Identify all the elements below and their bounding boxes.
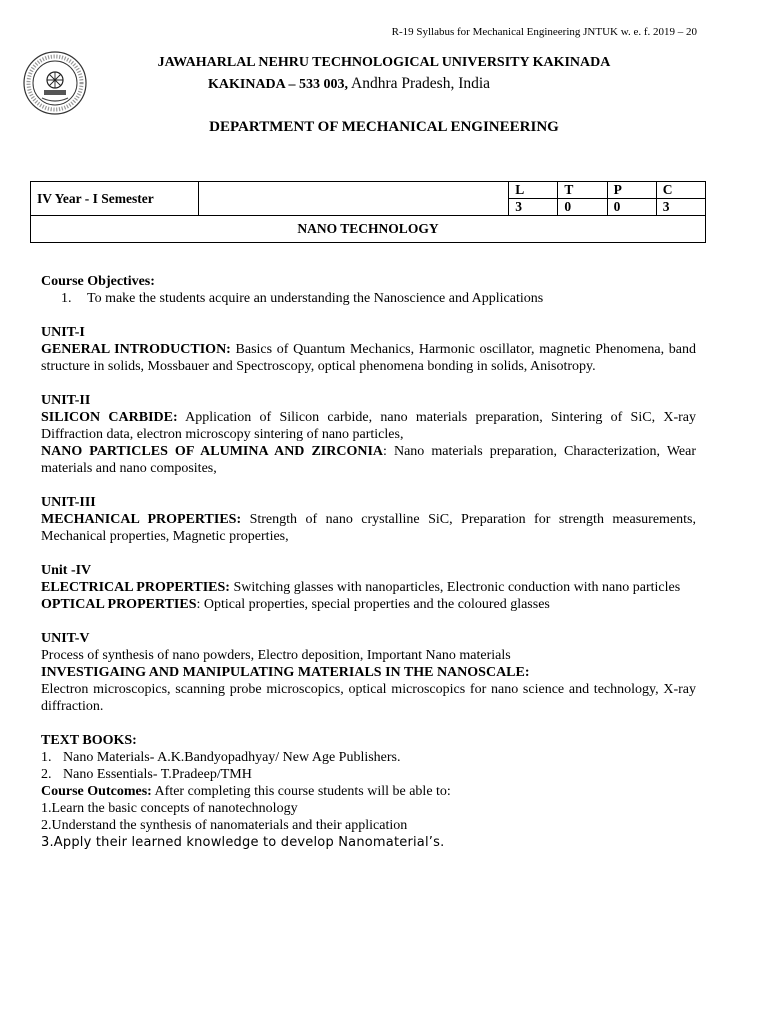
value-c: 3 bbox=[656, 199, 705, 216]
unit3-heading: UNIT-III bbox=[41, 495, 96, 510]
value-t: 0 bbox=[558, 199, 607, 216]
blank-cell bbox=[198, 182, 508, 216]
header-note: R-19 Syllabus for Mechanical Engineering JNTUK w. e. f. 2019 – 20 bbox=[391, 26, 697, 38]
header-p: P bbox=[607, 182, 656, 199]
outcomes-intro: Course Outcomes: After completing this course students will be able to: bbox=[41, 784, 451, 799]
university-name: JAWAHARLAL NEHRU TECHNOLOGICAL UNIVERSITY KAKINADA bbox=[157, 55, 611, 70]
unit5-topic-2: Electron microscopics, scanning probe microscopics, optical microscopics for nano science and technology, X-ray diffraction. bbox=[41, 682, 696, 714]
textbook-item: 2. Nano Essentials- T.Pradeep/TMH bbox=[41, 767, 252, 782]
unit5-topic-1: Process of synthesis of nano powders, Electro deposition, Important Nano materials bbox=[41, 648, 511, 663]
unit2-topic-1: SILICON CARBIDE: Application of Silicon carbide, nano materials preparation, Sintering of SiC, X-ray Diffraction data, electron microscopy sintering of nano particles, bbox=[41, 410, 696, 442]
value-p: 0 bbox=[607, 199, 656, 216]
outcome-item: 3.Apply their learned knowledge to develop Nanomaterial’s. bbox=[41, 835, 445, 850]
course-table bbox=[30, 181, 706, 243]
semester-cell: IV Year - I Semester bbox=[31, 182, 199, 216]
unit5-heading: UNIT-V bbox=[41, 631, 90, 646]
objective-item: 1. To make the students acquire an understanding the Nanoscience and Applications bbox=[61, 291, 544, 306]
department-title: DEPARTMENT OF MECHANICAL ENGINEERING bbox=[209, 119, 559, 135]
unit2-topic-2: NANO PARTICLES OF ALUMINA AND ZIRCONIA: Nano materials preparation, Characterization, Wear materials and nano composites, bbox=[41, 444, 697, 476]
unit1-topic: GENERAL INTRODUCTION: Basics of Quantum Mechanics, Harmonic oscillator, magnetic Phenomena, band structure in solids, Mossbauer and Spectroscopy, optical phenomena bonding in solids, Anisotropy. bbox=[41, 342, 696, 374]
textbooks-heading: TEXT BOOKS: bbox=[41, 733, 137, 748]
university-city: KAKINADA – 533 003, bbox=[208, 77, 349, 92]
unit5-topic-2-heading: INVESTIGAING AND MANIPULATING MATERIALS IN THE NANOSCALE: bbox=[41, 665, 530, 680]
outcome-item: 2.Understand the synthesis of nanomaterials and their application bbox=[41, 818, 408, 833]
course-title: NANO TECHNOLOGY bbox=[31, 216, 706, 243]
header-c: C bbox=[656, 182, 705, 199]
syllabus-content bbox=[41, 273, 696, 851]
course-table-row bbox=[31, 182, 706, 199]
course-table-row bbox=[31, 216, 706, 243]
objectives-heading: Course Objectives: bbox=[41, 274, 155, 289]
unit4-topic-1: ELECTRICAL PROPERTIES: Switching glasses with nanoparticles, Electronic conduction with nano particles bbox=[41, 580, 681, 595]
unit3-topic: MECHANICAL PROPERTIES: Strength of nano crystalline SiC, Preparation for strength measurements, Mechanical properties, Magnetic properties, bbox=[41, 512, 696, 544]
university-address bbox=[208, 75, 490, 93]
unit4-heading: Unit -IV bbox=[41, 563, 92, 578]
unit1-heading: UNIT-I bbox=[41, 325, 85, 340]
university-state: Andhra Pradesh, India bbox=[348, 75, 491, 92]
header-l: L bbox=[509, 182, 558, 199]
outcome-item: 1.Learn the basic concepts of nanotechnology bbox=[41, 801, 298, 816]
unit4-topic-2: OPTICAL PROPERTIES: Optical properties, special properties and the coloured glasses bbox=[41, 597, 550, 612]
textbook-item: 1. Nano Materials- A.K.Bandyopadhyay/ New Age Publishers. bbox=[41, 750, 401, 765]
value-l: 3 bbox=[509, 199, 558, 216]
header-t: T bbox=[558, 182, 607, 199]
unit2-heading: UNIT-II bbox=[41, 393, 91, 408]
